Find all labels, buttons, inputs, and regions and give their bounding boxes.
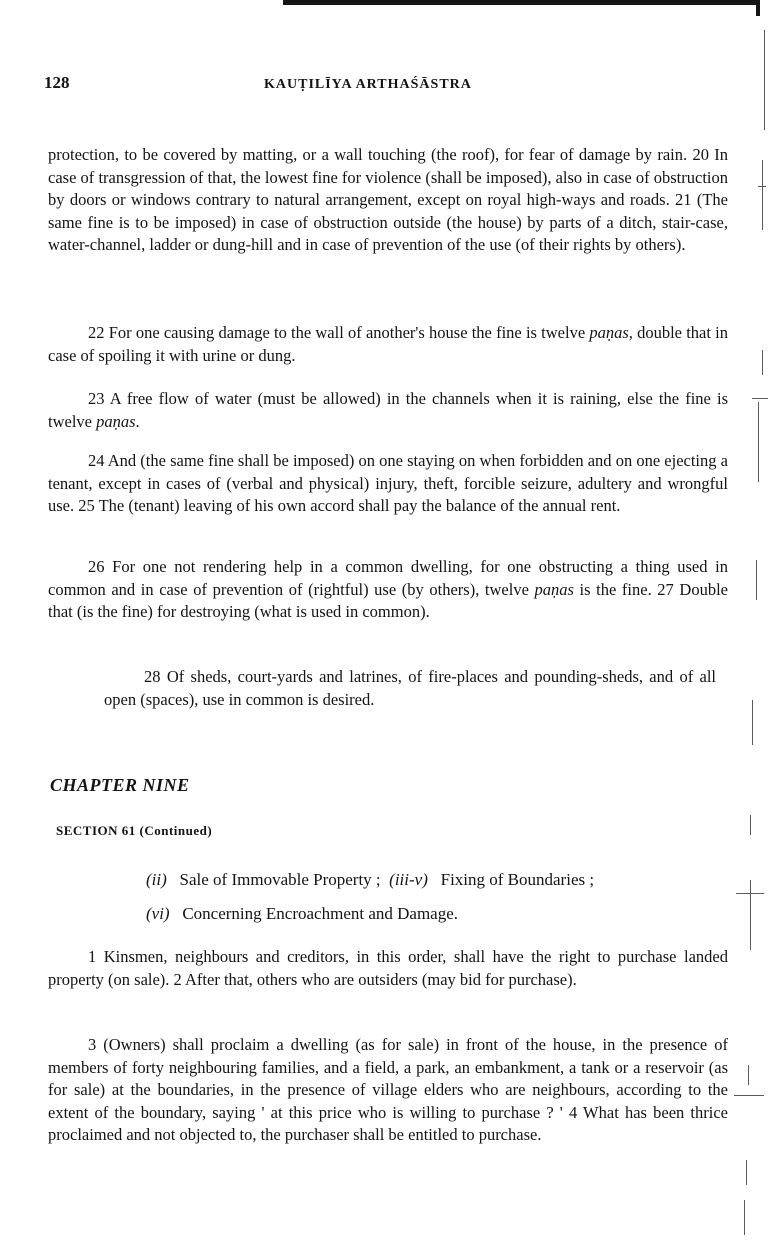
page-number: 128 bbox=[44, 73, 70, 92]
paragraph-22: 22 For one causing damage to the wall of another's house the fine is twelve paṇas, double that in case of spoiling it with urine or dung. bbox=[48, 323, 728, 365]
paragraph-26: 26 For one not rendering help in a common dwelling, for one obstructing a thing used in common and in case of prevention of (rightful) use (by others), twelve paṇas is the fine. 27 Double that (is the fine) for destroying (what is used in common). bbox=[48, 557, 728, 621]
paragraph-3: 3 (Owners) shall proclaim a dwelling (as for sale) in front of the house, in the presence of members of forty neighbouring families, and a field, a park, an embankment, a tank or a reservoir (as for sale) at the boundaries, in the presence of village elders who are neighbours, according to the extent of the boundary, saying ' at this price who is willing to purchase ? ' 4 What has been thrice proclaimed and not objected to, the purchaser shall be entitled to purchase. bbox=[48, 1035, 728, 1144]
paragraph-23: 23 A free flow of water (must be allowed) in the channels when it is raining, else the fine is twelve paṇas. bbox=[48, 389, 728, 431]
page-header bbox=[42, 73, 702, 97]
section-topic: (ii) Sale of Immovable Property ; (iii-v) Fixing of Boundaries ; bbox=[146, 870, 595, 889]
term-panas: paṇas bbox=[96, 411, 136, 431]
section-topic: (vi) Concerning Encroachment and Damage. bbox=[146, 904, 459, 923]
paragraph-24: 24 And (the same fine shall be imposed) on one staying on when forbidden and on one ejecting a tenant, except in cases of (verbal and physical) injury, theft, forcible seizure, adultery and wrongful use. 25 The (tenant) leaving of his own accord shall pay the balance of the annual rent. bbox=[48, 451, 728, 515]
paragraph-1: 1 Kinsmen, neighbours and creditors, in this order, shall have the right to purchase landed property (on sale). 2 After that, others who are outsiders (may bid for purchase). bbox=[48, 947, 728, 989]
chapter-heading: CHAPTER NINE bbox=[50, 775, 190, 795]
top-page-edge bbox=[283, 0, 759, 5]
paragraph-protection: protection, to be covered by matting, or a wall touching (the roof), for fear of damage by rain. 20 In case of transgression of that, the lowest fine for violence (shall be imposed), also in case of obstruction by doors or windows contrary to natural arrangement, except on royal high-ways and roads. 21 (The same fine is to be imposed) in case of obstruction outside (the house) by parts of a ditch, stair-case, water-channel, ladder or dung-hill and in case of prevention of the use (of their rights by others). bbox=[48, 145, 728, 254]
corner-page-edge bbox=[756, 0, 760, 16]
term-panas: paṇas bbox=[589, 323, 629, 342]
section-heading: SECTION 61 (Continued) bbox=[56, 823, 213, 838]
term-panas: paṇas bbox=[534, 579, 574, 599]
running-title: KAUṬILĪYA ARTHAŚĀSTRA bbox=[264, 77, 472, 92]
paragraph-28: 28 Of sheds, court-yards and latrines, of fire-places and pounding-sheds, and of all open (spaces), use in common is desired. bbox=[104, 667, 716, 709]
